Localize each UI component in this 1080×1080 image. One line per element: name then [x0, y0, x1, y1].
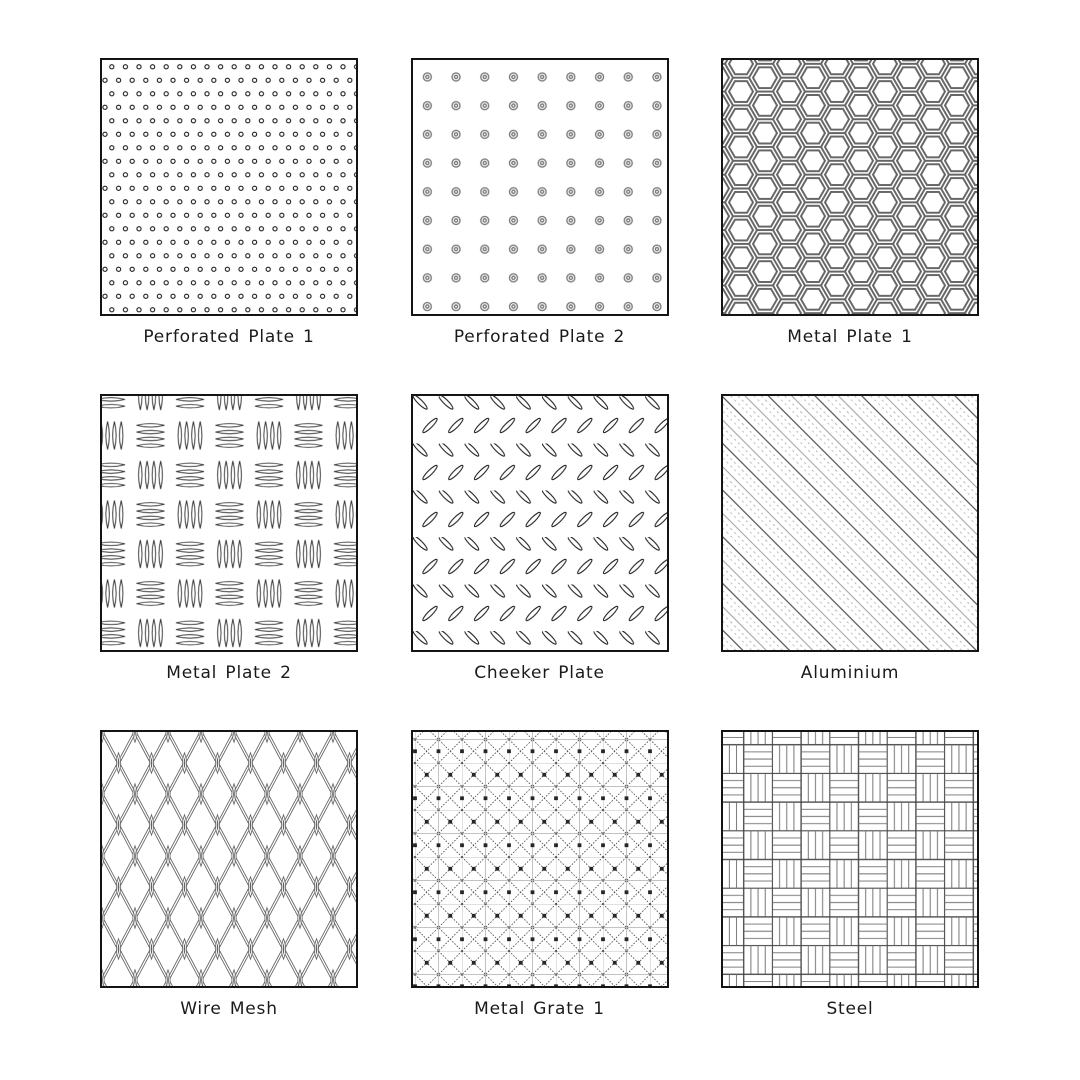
- swatch-label: Metal Plate 1: [787, 327, 913, 347]
- metal-plate-2-pattern: [100, 394, 358, 652]
- perforated-plate-2-pattern: [411, 58, 669, 316]
- wire-mesh-pattern: [100, 730, 358, 988]
- swatch-metal-plate-2: [100, 394, 358, 730]
- swatch-label: Perforated Plate 1: [143, 327, 315, 347]
- swatch-metal-plate-1: [721, 58, 979, 394]
- cheeker-plate-pattern: [411, 394, 669, 652]
- metal-grate-1-pattern: [411, 730, 669, 988]
- swatch-label: Aluminium: [800, 663, 900, 683]
- aluminium-pattern: [721, 394, 979, 652]
- swatch-aluminium: [721, 394, 979, 730]
- swatch-label: Perforated Plate 2: [453, 327, 626, 347]
- swatch-metal-grate-1: [411, 730, 669, 1066]
- swatch-label: Metal Plate 2: [166, 663, 292, 683]
- steel-pattern: [721, 730, 979, 988]
- swatch-label: Wire Mesh: [180, 999, 278, 1019]
- swatch-wire-mesh: [100, 730, 358, 1066]
- swatch-label: Cheeker Plate: [474, 663, 605, 683]
- metal-plate-1-pattern: [721, 58, 979, 316]
- swatch-steel: [721, 730, 979, 1066]
- pattern-swatch-grid: [100, 58, 979, 1066]
- swatch-label: Steel: [826, 999, 874, 1019]
- swatch-cheeker-plate: [411, 394, 669, 730]
- swatch-perforated-plate-2: [411, 58, 669, 394]
- swatch-perforated-plate-1: [100, 58, 358, 394]
- swatch-label: Metal Grate 1: [474, 999, 605, 1019]
- perforated-plate-1-pattern: [100, 58, 358, 316]
